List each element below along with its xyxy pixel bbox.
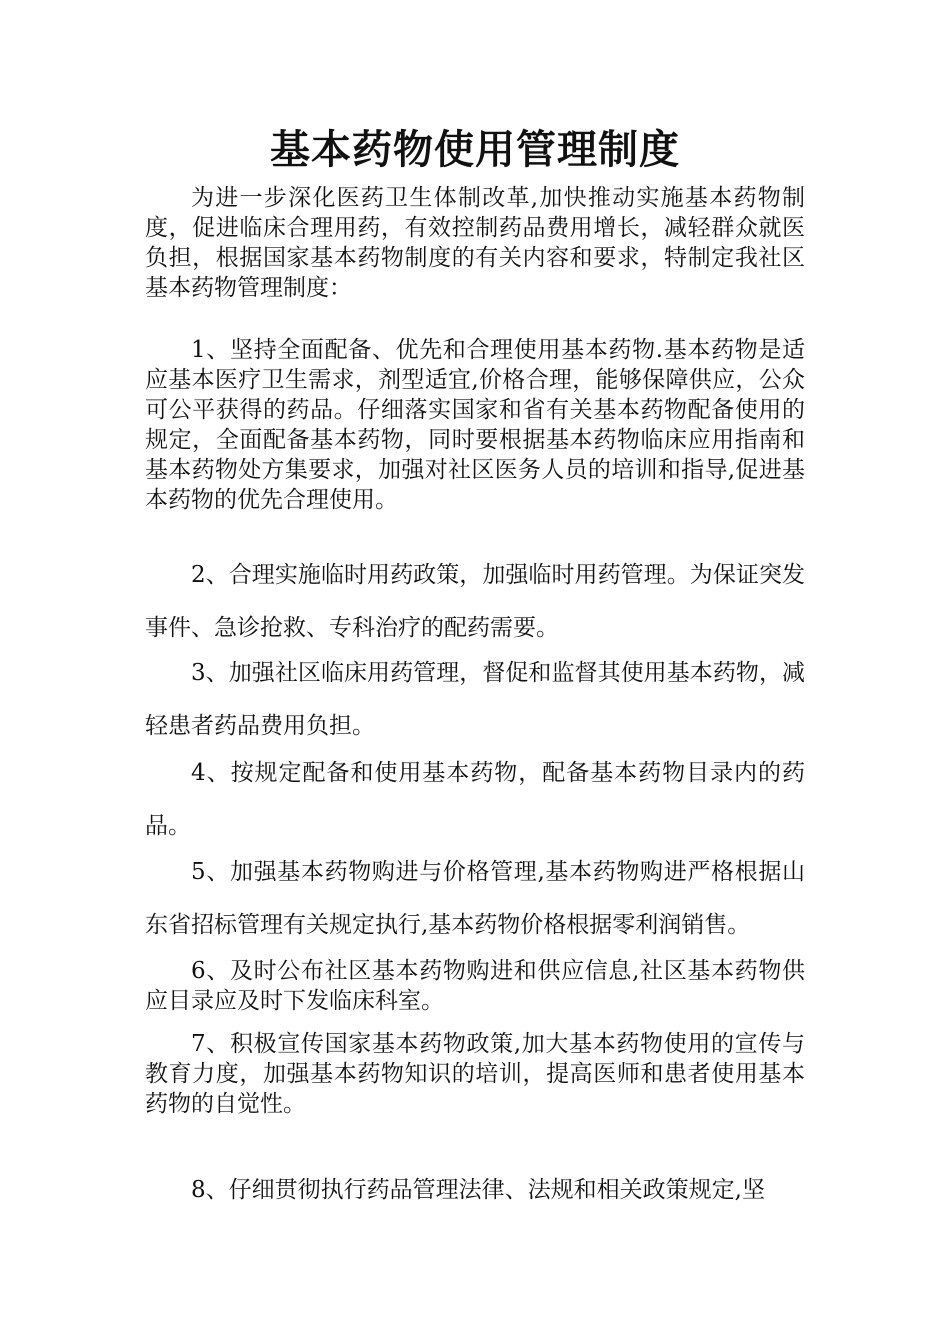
article-2-paragraph: 2、合理实施临时用药政策，加强临时用药管理。为保证突发事件、急诊抢救、专科治疗的配药需要。: [145, 562, 805, 641]
article-7-paragraph: 7、积极宣传国家基本药物政策,加大基本药物使用的宣传与教育力度，加强基本药物知识的培训，提高医师和患者使用基本药物的自觉性。: [145, 1031, 805, 1117]
article-4-paragraph: 4、按规定配备和使用基本药物，配备基本药物目录内的药品。: [145, 760, 805, 839]
article-3-paragraph: 3、加强社区临床用药管理，督促和监督其使用基本药物，减轻患者药品费用负担。: [145, 660, 805, 739]
article-1-paragraph: 1、坚持全面配备、优先和合理使用基本药物.基本药物是适应基本医疗卫生需求，剂型适宜,价格合理，能够保障供应，公众可公平获得的药品。仔细落实国家和省有关基本药物配备使用的规定，全面配备基本药物，同时要根据基本药物临床应用指南和基本药物处方集要求，加强对社区医务人员的培训和指导,促进基本药物的优先合理使用。: [145, 337, 805, 513]
article-6-paragraph: 6、及时公布社区基本药物购进和供应信息,社区基本药物供应目录应及时下发临床科室。: [145, 958, 805, 1014]
article-8-paragraph: 8、仔细贯彻执行药品管理法律、法规和相关政策规定,坚: [191, 1177, 765, 1203]
document-title: 基本药物使用管理制度: [270, 126, 680, 173]
article-5-paragraph: 5、加强基本药物购进与价格管理,基本药物购进严格根据山东省招标管理有关规定执行,基本药物价格根据零利润销售。: [145, 859, 805, 938]
intro-paragraph: 为进一步深化医药卫生体制改革,加快推动实施基本药物制度，促进临床合理用药，有效控制药品费用增长，减轻群众就医负担，根据国家基本药物制度的有关内容和要求，特制定我社区基本药物管理制度：: [145, 185, 805, 301]
